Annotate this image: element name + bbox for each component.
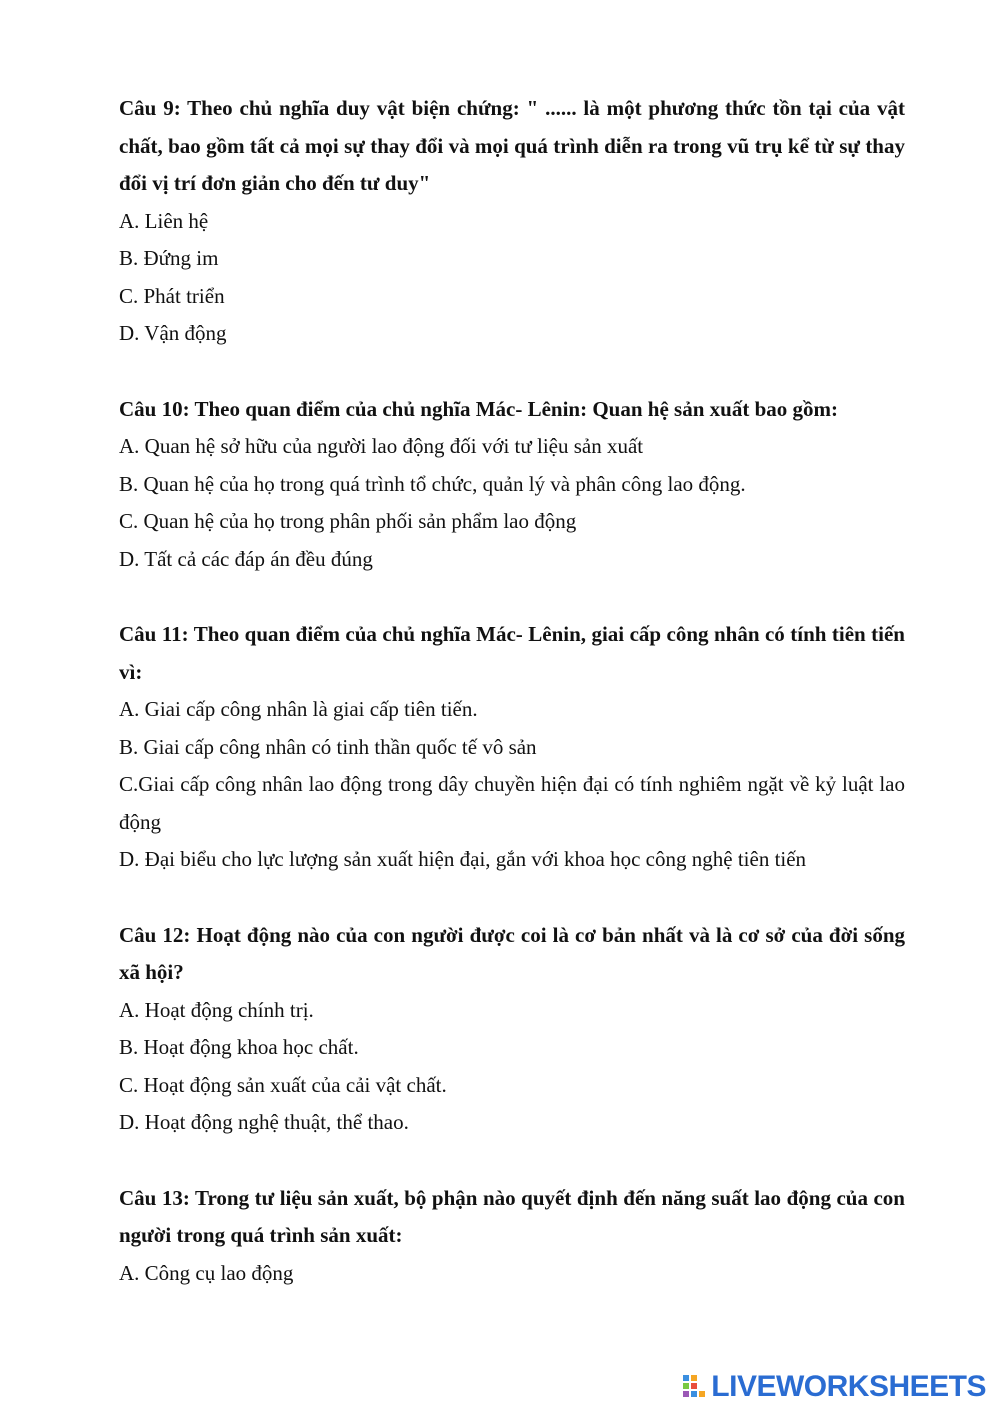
question-text: Câu 13: Trong tư liệu sản xuất, bộ phận nào quyết định đến năng suất lao động của con người trong quá trình sản xuất:	[119, 1185, 905, 1247]
answer-option[interactable]: C. Quan hệ của họ trong phân phối sản phẩm lao động	[119, 509, 577, 533]
question-block-13	[119, 1180, 905, 1293]
question-block-12	[119, 917, 905, 1142]
question-text: Câu 12: Hoạt động nào của con người được coi là cơ bản nhất và là cơ sở của đời sống xã hội?	[119, 922, 905, 984]
answer-option[interactable]: A. Giai cấp công nhân là giai cấp tiên tiến.	[119, 697, 478, 721]
answer-option[interactable]: A. Công cụ lao động	[119, 1260, 294, 1285]
answer-option[interactable]: B. Hoạt động khoa học chất.	[119, 1035, 359, 1059]
answer-option[interactable]: D. Đại biểu cho lực lượng sản xuất hiện đại, gắn với khoa học công nghệ tiên tiến	[119, 847, 807, 871]
answer-option[interactable]: B. Giai cấp công nhân có tinh thần quốc tế vô sản	[119, 734, 537, 759]
answer-option[interactable]: C. Hoạt động sản xuất của cải vật chất.	[119, 1072, 447, 1097]
question-block-11	[119, 616, 905, 879]
liveworksheets-logo-icon	[682, 1374, 708, 1400]
question-text: Câu 9: Theo chủ nghĩa duy vật biện chứng: " ...... là một phương thức tồn tại của vật chất, bao gồm tất cả mọi sự thay đổi và mọi quá trình diễn ra trong vũ trụ kể từ sự thay đổi vị trí đơn giản cho đến tư duy"	[119, 96, 905, 195]
question-text: Câu 10: Theo quan điểm của chủ nghĩa Mác- Lênin: Quan hệ sản xuất bao gồm:	[119, 396, 838, 421]
worksheet-content	[119, 90, 905, 1292]
logo-text: LIVEWORKSHEETS	[711, 1370, 986, 1403]
answer-option[interactable]: A. Hoạt động chính trị.	[119, 997, 314, 1022]
answer-option[interactable]: C.Giai cấp công nhân lao động trong dây chuyền hiện đại có tính nghiêm ngặt về kỷ luật lao động	[119, 772, 905, 834]
answer-option[interactable]: A. Quan hệ sở hữu của người lao động đối với tư liệu sản xuất	[119, 434, 644, 458]
answer-option[interactable]: D. Tất cả các đáp án đều đúng	[119, 546, 373, 571]
liveworksheets-logo	[682, 1370, 986, 1404]
answer-option[interactable]: B. Quan hệ của họ trong quá trình tổ chức, quản lý và phân công lao động.	[119, 471, 746, 496]
answer-option[interactable]: C. Phát triển	[119, 283, 225, 308]
question-text: Câu 11: Theo quan điểm của chủ nghĩa Mác- Lênin, giai cấp công nhân có tính tiên tiến vì:	[119, 622, 905, 684]
answer-option[interactable]: D. Hoạt động nghệ thuật, thể thao.	[119, 1110, 409, 1134]
answer-option[interactable]: A. Liên hệ	[119, 208, 209, 233]
question-block-10	[119, 391, 905, 579]
answer-option[interactable]: D. Vận động	[119, 321, 227, 345]
question-block-9	[119, 90, 905, 353]
answer-option[interactable]: B. Đứng im	[119, 246, 219, 270]
